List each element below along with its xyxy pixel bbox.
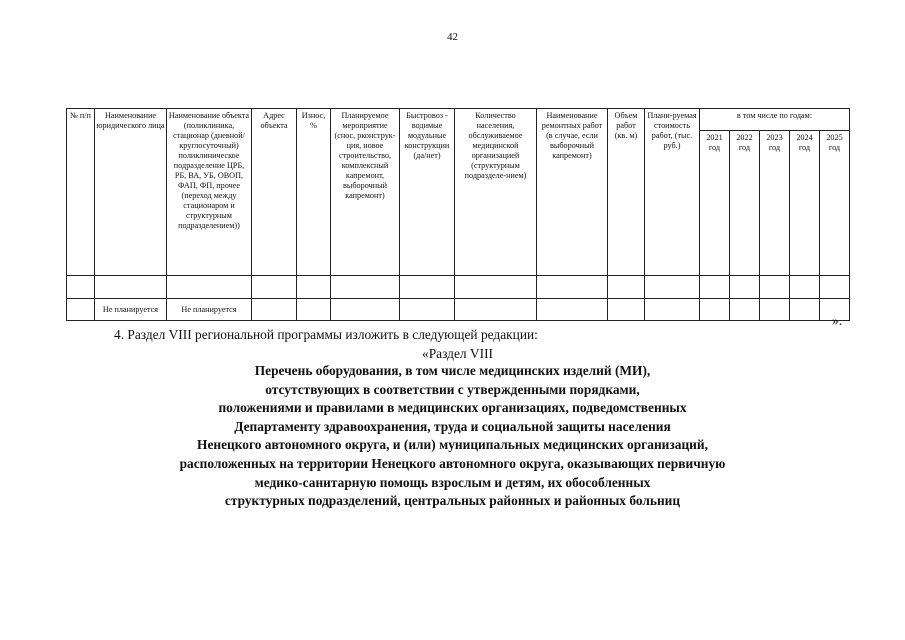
section-label: «Раздел VIII <box>422 346 493 361</box>
table-cell <box>645 299 700 321</box>
header-cell: Количество населения, обслуживаемое медицинской организацией (структурным подразделе-нием) <box>455 109 537 276</box>
table-cell <box>608 299 645 321</box>
table-cell <box>790 299 820 321</box>
table-cell <box>730 299 760 321</box>
year-header: 2022 год <box>730 131 760 276</box>
table-cell <box>252 299 297 321</box>
year-header: 2021 год <box>700 131 730 276</box>
table-cell <box>400 299 455 321</box>
header-cell: Наименование объекта (поликлиника, стационар (дневной/ круглосуточный) поликлиническое подразделение ЦРБ, РБ, ВА, УБ, ОВОП, ФАП, ФП, прочее (переход между стационаром и структурным подразделением)) <box>167 109 252 276</box>
table-cell <box>331 299 400 321</box>
header-cell: Плани-руемая стоимость работ, (тыс. руб.) <box>645 109 700 276</box>
header-cell: Планируемое мероприятие (снос, рконструк-ция, новое строительство, комплексный капремонт, выборочный капремонт) <box>331 109 400 276</box>
header-cell: Износ, % <box>297 109 331 276</box>
table-cell <box>455 299 537 321</box>
closing-quote-mark: ». <box>832 313 843 328</box>
header-cell: Наименование юридического лица <box>95 109 167 276</box>
header-cell: Наименование ремонтных работ (в случае, если выборочный капремонт) <box>537 109 608 276</box>
table-header-row <box>67 109 850 131</box>
table-cell <box>760 299 790 321</box>
table-cell <box>67 299 95 321</box>
table-cell <box>537 299 608 321</box>
table-cell: Не планируется <box>95 299 167 321</box>
table-cell <box>297 299 331 321</box>
amendment-item-text: 4. Раздел VIII региональной программы изложить в следующей редакции: <box>114 327 538 342</box>
header-cell: Адрес объекта <box>252 109 297 276</box>
table-blank-row <box>67 276 850 299</box>
year-header: 2025 год <box>820 131 850 276</box>
page-number: 42 <box>447 31 458 43</box>
year-header: 2024 год <box>790 131 820 276</box>
table-cell: Не планируется <box>167 299 252 321</box>
table-row <box>67 299 850 321</box>
year-header: 2023 год <box>760 131 790 276</box>
section-title: Перечень оборудования, в том числе медицинских изделий (МИ), отсутствующих в соответствии с утвержденными порядками, положениями и правилами в медицинских организациях, подведомственных Департаменту здравоохранения, труда и социальной защиты населения Ненецкого автономного округа, и (или) муниципальных медицинских организаций, расположенных на территории Ненецкого автономного округа, оказывающих первичную медико-санитарную помощь взрослым и детям, их обособленных структурных подразделений, центральных районных и районных больниц <box>179 363 726 509</box>
header-cell: Объем работ (кв. м) <box>608 109 645 276</box>
table-cell <box>700 299 730 321</box>
header-cell: Быстровоз - водимые модульные конструкции (да/нет) <box>400 109 455 276</box>
program-table <box>66 108 850 321</box>
header-cell: № п/п <box>67 109 95 276</box>
by-years-header: в том числе по годам: <box>700 109 850 131</box>
